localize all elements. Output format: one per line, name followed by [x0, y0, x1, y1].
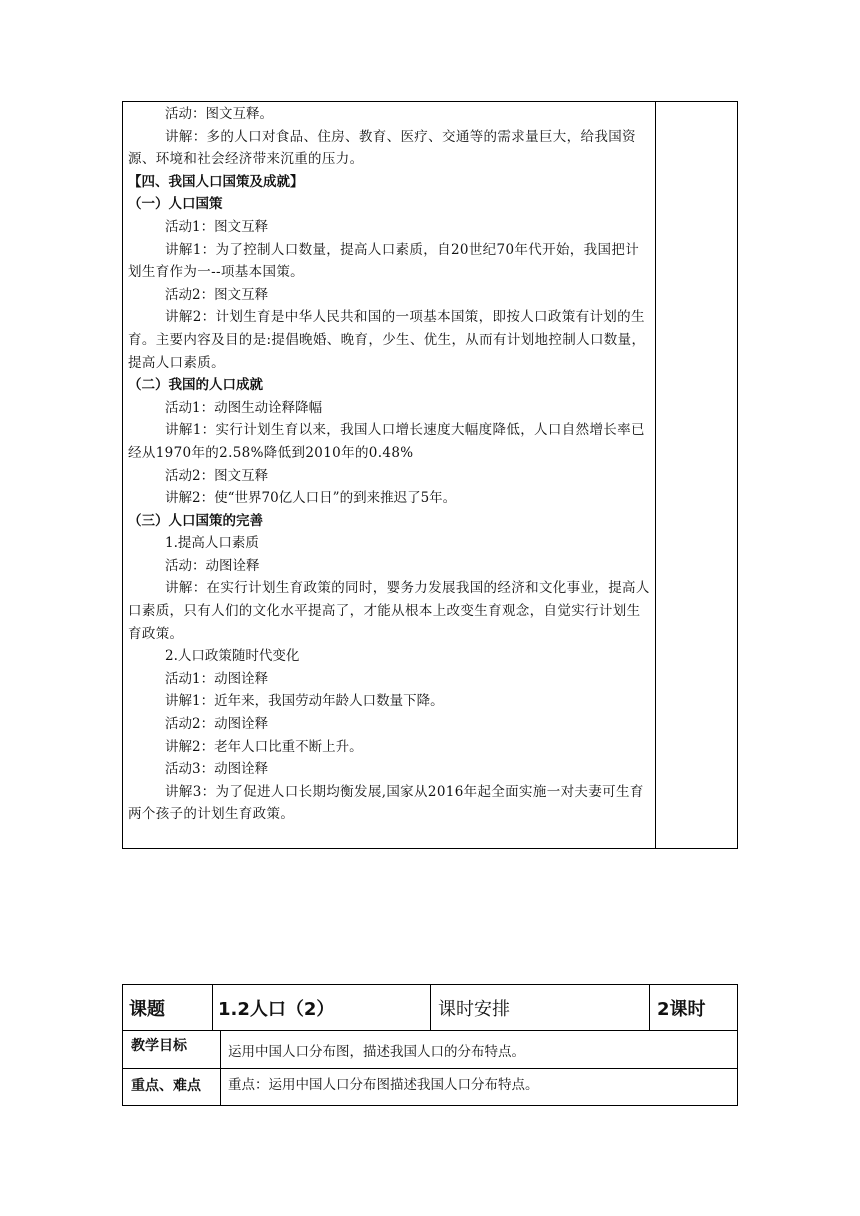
- body-line-activity: 活动2：动图诠释: [165, 716, 269, 733]
- topic-value: 1.2人口（2）: [218, 998, 335, 1020]
- body-line-explanation: 讲解3：为了促进人口长期均衡发展,国家从2016年起全面实施一对夫妻可生育两个孩子的计划生育政策。: [128, 783, 644, 823]
- table-column-divider: [655, 102, 656, 848]
- subsection-heading-policy: （一）人口国策: [128, 196, 223, 213]
- lesson-header-table: [122, 984, 738, 1106]
- subsection-heading-improvement: （三）人口国策的完善: [128, 512, 263, 529]
- body-line-explanation: 讲解：多的人口对食品、住房、教育、医疗、交通等的需求量巨大，给我国资源、环境和社会经济带来沉重的压力。: [128, 128, 636, 168]
- column-divider: [212, 985, 213, 1030]
- section-heading-policy: 【四、我国人口国策及成就】: [128, 173, 304, 190]
- body-line-explanation: 讲解1：为了控制人口数量，提高人口素质，自20世纪70年代开始，我国把计划生育作为一--项基本国策。: [128, 241, 640, 281]
- body-line-explanation: 讲解2：计划生育是中华人民共和国的一项基本国策，即按人口政策有计划的生育。主要内容及目的是:提倡晚婚、晚育，少生、优生，从而有计划地控制人口数量，提高人口素质。: [128, 309, 646, 371]
- lesson-body-table: [122, 101, 738, 849]
- goal-value: 运用中国人口分布图，描述我国人口的分布特点。: [228, 1043, 525, 1060]
- topic-label: 课题: [129, 998, 165, 1020]
- header-row-topic: [123, 985, 737, 1031]
- body-line-activity: 活动1：图文互释: [165, 218, 269, 235]
- schedule-label: 课时安排: [438, 998, 510, 1020]
- column-divider: [220, 1069, 221, 1105]
- key-points-value: 重点：运用中国人口分布图描述我国人口分布特点。: [228, 1077, 539, 1093]
- goal-label: 教学目标: [131, 1038, 187, 1054]
- header-row-goal: [123, 1031, 737, 1069]
- body-line-explanation: 讲解：在实行计划生育政策的同时，婴务力发展我国的经济和文化事业，提高人口素质，只有人们的文化水平提高了，才能从根本上改变生育观念，自觉实行计划生育政策。: [128, 580, 650, 642]
- body-line-numbered: 1.提高人口素质: [165, 535, 259, 552]
- body-line-activity: 活动：图文互释。: [165, 106, 273, 122]
- schedule-value: 2课时: [657, 998, 706, 1020]
- column-divider: [220, 1031, 221, 1068]
- body-line-activity: 活动2：图文互释: [165, 467, 269, 484]
- body-line-activity: 活动2：图文互释: [165, 286, 269, 303]
- column-divider: [430, 985, 431, 1030]
- lesson-body-content: [128, 103, 652, 826]
- body-line-explanation: 讲解1：实行计划生育以来，我国人口增长速度大幅度降低，人口自然增长率已经从1970年的2.58%降低到2010年的0.48%: [128, 422, 645, 461]
- body-line-explanation: 讲解2：老年人口比重不断上升。: [165, 738, 363, 755]
- header-row-key-points: [123, 1069, 737, 1105]
- body-line-explanation: 讲解1：近年来，我国劳动年龄人口数量下降。: [165, 693, 444, 710]
- body-line-activity: 活动3：动图诠释: [165, 761, 269, 778]
- body-line-activity: 活动：动图诠释: [165, 557, 260, 574]
- body-line-numbered: 2.人口政策随时代变化: [165, 648, 300, 665]
- body-line-explanation: 讲解2：使“世界70亿人口日”的到来推迟了5年。: [165, 490, 457, 507]
- key-points-label: 重点、难点: [131, 1078, 201, 1094]
- column-divider: [649, 985, 650, 1030]
- body-line-activity: 活动1：动图生动诠释降幅: [165, 399, 323, 416]
- body-line-activity: 活动1：动图诠释: [165, 670, 269, 687]
- subsection-heading-achievement: （二）我国的人口成就: [128, 377, 263, 394]
